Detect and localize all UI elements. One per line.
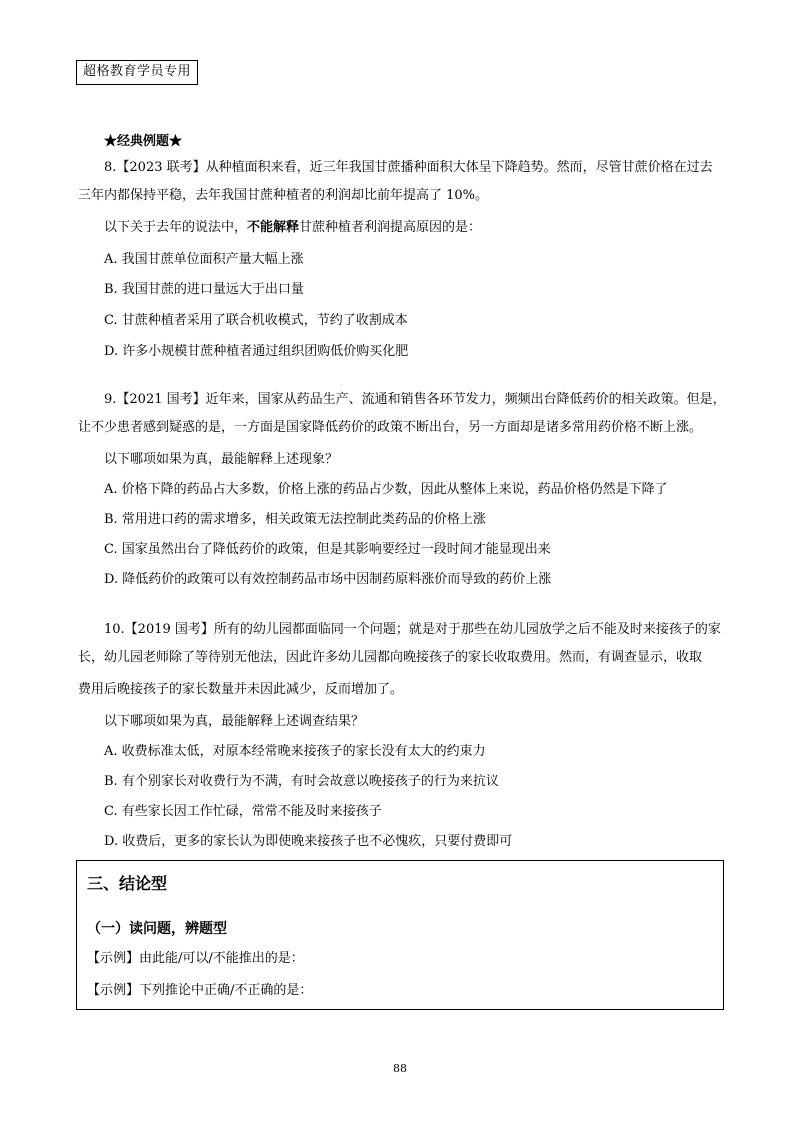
- q9-option-c: C. 国家虽然出台了降低药价的政策，但是其影响要经过一段时间才能显现出来: [104, 542, 551, 557]
- q10-stem: 以下哪项如果为真，最能解释上述调查结果？: [104, 714, 365, 729]
- page-number: 88: [393, 1062, 407, 1075]
- q9-text-line1: 9.【2021 国考】近年来，国家从药品生产、流通和销售各环节发力，频频出台降低药价的相关政策。但是，: [104, 392, 726, 407]
- q9-option-a: A. 价格下降的药品占大多数，价格上涨的药品占少数，因此从整体上来说，药品价格仍然是下降了: [104, 482, 668, 497]
- q8-stem-bold: 不能解释: [247, 220, 300, 235]
- header-stamp: 超格教育学员专用: [76, 60, 198, 85]
- q9-text-line2: 让不少患者感到疑惑的是，一方面是国家降低药价的政策不断出台，另一方面却是诸多常用药价格不断上涨。: [78, 420, 703, 435]
- q9-stem: 以下哪项如果为真，最能解释上述现象？: [104, 452, 339, 467]
- q8-stem-pre: 以下关于去年的说法中，: [104, 220, 248, 235]
- q10-option-b: B. 有个别家长对收费行为不满，有时会故意以晚接孩子的行为来抗议: [104, 774, 499, 789]
- q10-text-line2: 长，幼儿园老师除了等待别无他法，因此许多幼儿园都向晚接孩子的家长收取费用。然而，有调查显示，收取: [78, 650, 703, 665]
- q9-option-b: B. 常用进口药的需求增多，相关政策无法控制此类药品的价格上涨: [104, 512, 486, 527]
- conclusion-type-box: [76, 860, 724, 1010]
- q8-text-line2: 三年内都保持平稳，去年我国甘蔗种植者的利润却比前年提高了 10%。: [78, 188, 489, 203]
- box-subheading: （一）读问题，辨题型: [87, 921, 227, 937]
- q8-option-d: D. 许多小规模甘蔗种植者通过组织团购低价购买化肥: [104, 344, 409, 359]
- q10-option-a: A. 收费标准太低，对原本经常晚来接孩子的家长没有太大的约束力: [104, 744, 486, 759]
- q10-option-c: C. 有些家长因工作忙碌，常常不能及时来接孩子: [104, 804, 382, 819]
- section-title: ★经典例题★: [104, 134, 183, 149]
- box-example-1: 【示例】由此能/可以/不能推出的是：: [87, 951, 304, 966]
- q9-option-d: D. 降低药价的政策可以有效控制药品市场中因制药原料涨价而导致的药价上涨: [104, 572, 552, 587]
- q10-text-line3: 费用后晚接孩子的家长数量并未因此减少，反而增加了。: [78, 682, 404, 697]
- q8-option-c: C. 甘蔗种植者采用了联合机收模式，节约了收割成本: [104, 313, 408, 328]
- q8-option-b: B. 我国甘蔗的进口量远大于出口量: [104, 282, 304, 297]
- q10-option-d: D. 收费后，更多的家长认为即使晚来接孩子也不必愧疚，只要付费即可: [104, 834, 513, 849]
- q10-text-line1: 10.【2019 国考】所有的幼儿园都面临同一个问题；就是对于那些在幼儿园放学之后不能及时来接孩子的家: [104, 622, 721, 637]
- q8-text-line1: 8.【2023 联考】从种植面积来看，近三年我国甘蔗播种面积大体呈下降趋势。然而，尽管甘蔗价格在过去: [104, 160, 713, 175]
- q8-option-a: A. 我国甘蔗单位面积产量大幅上涨: [104, 252, 304, 267]
- q8-stem-post: 甘蔗种植者利润提高原因的是：: [299, 220, 482, 235]
- q8-stem: [104, 218, 481, 238]
- box-example-2: 【示例】下列推论中正确/不正确的是：: [87, 983, 313, 998]
- box-heading: 三、结论型: [87, 874, 168, 893]
